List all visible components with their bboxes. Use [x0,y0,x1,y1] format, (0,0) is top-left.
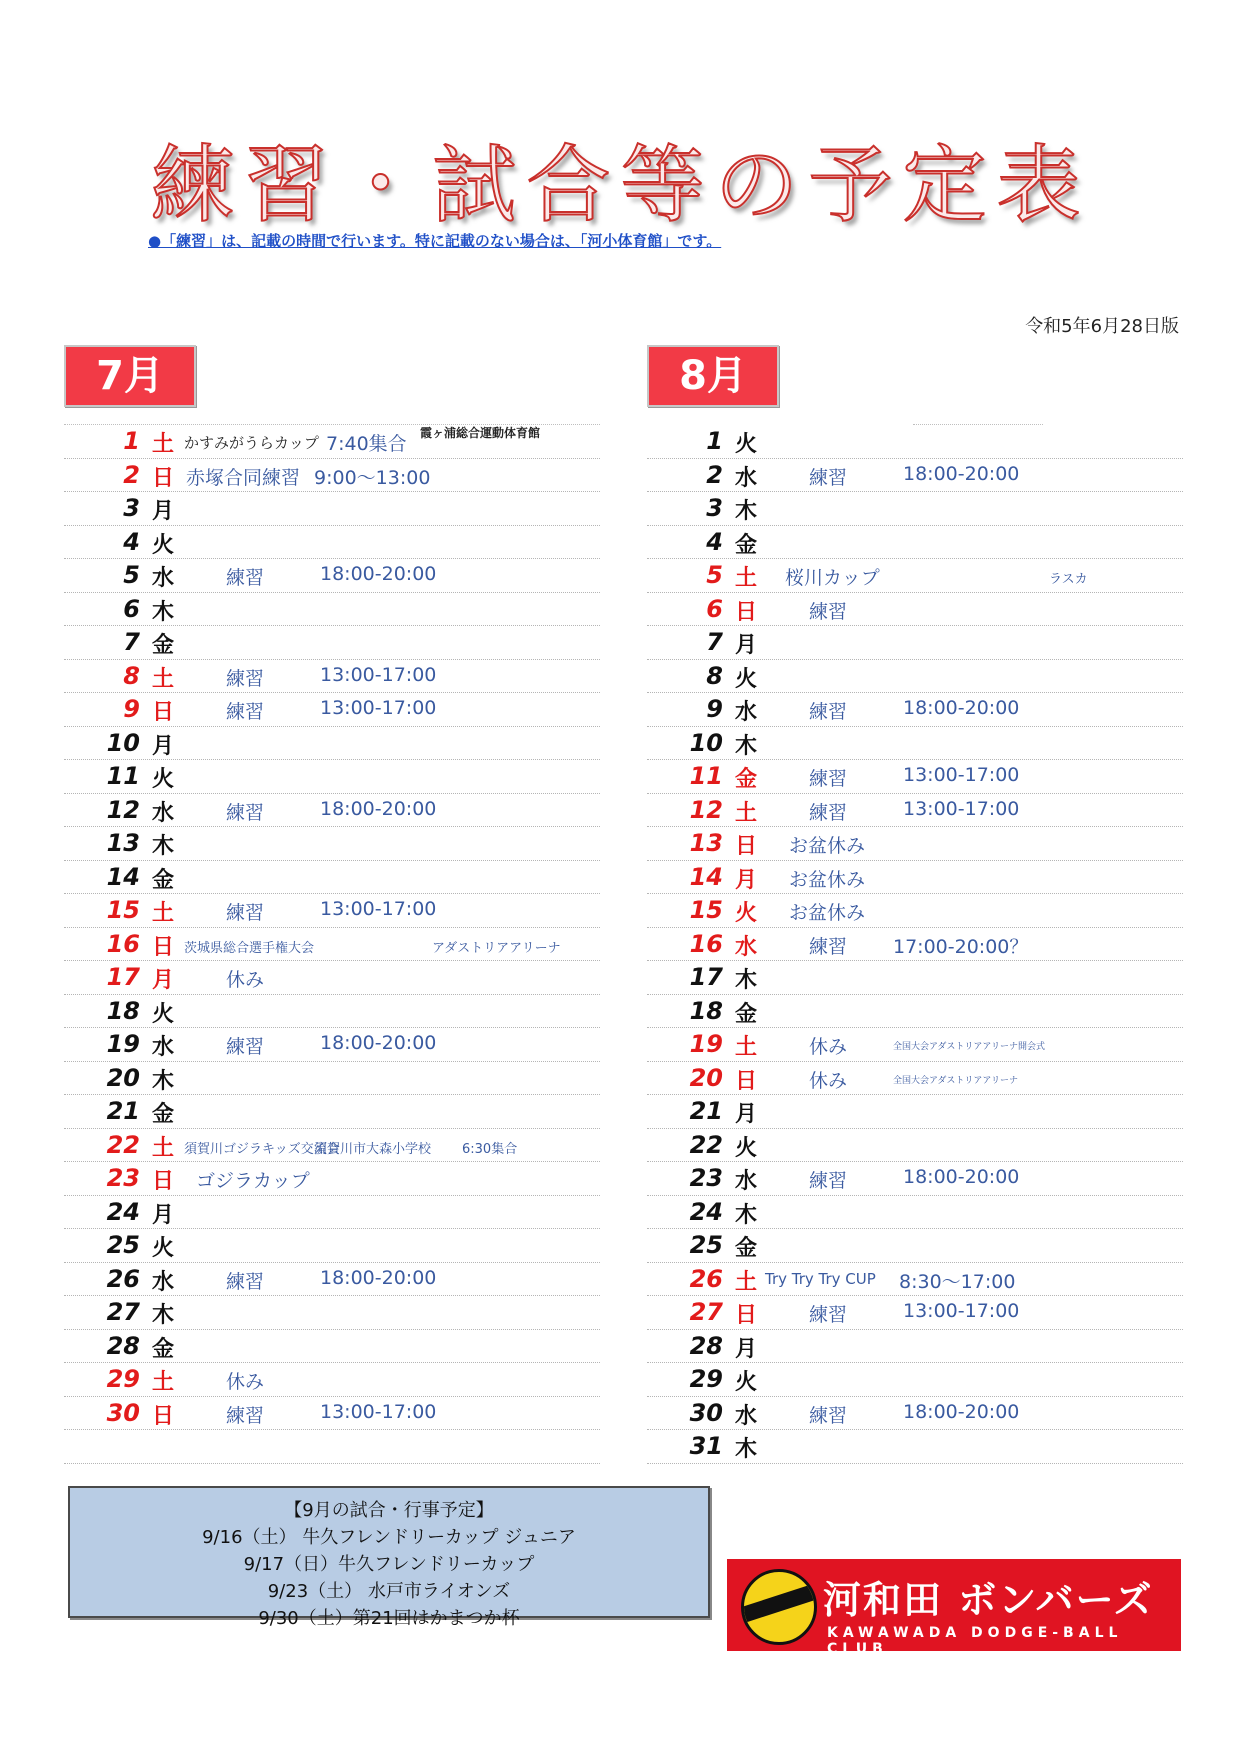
day-number: 9 [123,695,140,723]
weekday: 火 [735,666,758,692]
schedule-entry: 茨城県総合選手権大会 [184,940,315,956]
weekday: 火 [735,1370,758,1395]
day-number: 25 [689,1231,723,1259]
calendar-row [647,1162,1183,1196]
calendar-row [64,894,600,928]
schedule-entry: 7:40集合 [326,433,407,455]
calendar-row [64,693,600,727]
day-number: 4 [123,527,140,556]
weekday: 水 [152,1035,175,1060]
weekday: 木 [735,1202,758,1228]
weekday: 木 [735,499,758,524]
weekday: 火 [152,1001,175,1027]
calendar-row [647,1229,1183,1263]
weekday: 水 [735,1169,758,1194]
day-number: 11 [689,762,723,790]
calendar-row [647,425,1183,459]
calendar-row [64,1363,600,1397]
day-number: 10 [106,728,140,757]
calendar-row [64,727,600,761]
day-number: 30 [106,1398,140,1427]
dodgeball-icon [741,1569,817,1645]
september-heading: 【9月の試合・行事予定】 [284,1500,494,1521]
schedule-entry: 休み [226,1371,265,1393]
weekday: 火 [152,532,175,558]
day-number: 3 [706,494,723,522]
day-number: 5 [706,561,723,589]
schedule-entry: 練習 [226,667,265,690]
schedule-entry: 休み [809,1069,848,1092]
calendar-row [64,1062,600,1096]
day-number: 23 [689,1164,723,1192]
calendar-row [64,1397,600,1431]
calendar-row [647,559,1183,593]
weekday: 木 [735,1437,758,1462]
weekday: 土 [735,566,758,591]
september-event: 9/17（日）牛久フレンドリーカップ [243,1554,535,1575]
weekday: 月 [735,633,758,658]
weekday: 火 [735,901,758,926]
weekday: 金 [152,1102,175,1127]
day-number: 8 [123,661,140,690]
weekday: 水 [735,934,758,960]
calendar-row [64,861,600,895]
weekday: 月 [152,499,175,524]
day-number: 28 [106,1331,140,1360]
calendar-row [647,1095,1183,1129]
schedule-entry: かすみがうらカップ [184,434,319,452]
calendar-row [647,1263,1183,1297]
day-number: 20 [106,1063,140,1092]
schedule-entry: 全国大会アダストリアアリーナ [893,1075,1019,1086]
schedule-entry: 練習 [809,701,848,723]
day-number: 7 [706,628,723,656]
calendar-row [647,727,1183,761]
weekday: 金 [152,1336,175,1362]
calendar-row [647,861,1183,895]
schedule-entry: 練習 [809,466,848,489]
calendar-row [647,760,1183,794]
calendar-row [64,626,600,660]
calendar-row [647,526,1183,560]
weekday: 火 [152,1236,175,1261]
schedule-entry: 練習 [809,935,848,958]
schedule-entry: 18:00-20:00 [320,1032,437,1054]
schedule-entry: 練習 [226,902,265,924]
day-number: 25 [106,1231,140,1259]
weekday: 土 [152,432,175,457]
weekday: 日 [152,465,175,491]
day-number: 20 [689,1063,723,1092]
schedule-entry: 練習 [809,768,848,790]
weekday: 木 [152,599,175,625]
weekday: 土 [735,800,758,826]
schedule-entry: 練習 [809,1404,848,1427]
day-number: 27 [689,1298,723,1326]
day-number: 14 [689,862,723,891]
weekday: 日 [152,934,175,960]
day-number: 17 [689,963,723,991]
weekday: 木 [152,1303,175,1328]
calendar-row [64,593,600,627]
calendar-row [647,1062,1183,1096]
weekday: 木 [735,733,758,759]
calendar-row [64,1196,600,1230]
schedule-entry: 休み [809,1036,848,1058]
schedule-entry: お盆休み [789,868,866,891]
weekday: 金 [152,633,175,658]
day-number: 14 [106,862,140,891]
weekday: 日 [735,599,758,625]
schedule-entry: お盆休み [789,902,866,924]
day-number: 26 [689,1264,723,1293]
july-label: 7月 [64,345,196,407]
august-label: 8月 [647,345,779,407]
day-number: 15 [689,896,723,924]
day-number: 1 [706,427,723,455]
club-name: 河和田 ボンバーズ [823,1578,1154,1622]
day-number: 13 [689,829,723,857]
calendar-row [64,827,600,861]
july-calendar [64,424,600,1464]
day-number: 5 [123,561,140,589]
weekday: 土 [735,1035,758,1060]
calendar-row [647,593,1183,627]
schedule-entry: 13:00-17:00 [903,764,1020,786]
weekday: 水 [735,1403,758,1429]
calendar-row [64,760,600,794]
day-number: 19 [106,1030,140,1058]
club-logo [727,1559,1181,1657]
weekday: 月 [152,968,175,993]
page-title: 練習・試合等の予定表 [150,136,1091,234]
weekday: 日 [735,1303,758,1328]
calendar-row [64,425,600,459]
calendar-row [647,995,1183,1029]
weekday: 木 [152,1068,175,1094]
day-number: 12 [106,795,140,824]
calendar-row [647,1363,1183,1397]
day-number: 31 [689,1432,723,1460]
schedule-entry: 練習 [226,1404,265,1427]
day-number: 24 [689,1197,723,1226]
calendar-row [647,1196,1183,1230]
calendar-row [647,492,1183,526]
schedule-entry: 18:00-20:00 [903,697,1020,719]
day-number: 29 [106,1365,140,1393]
calendar-row [64,459,600,493]
schedule-entry: 13:00-17:00 [320,898,437,920]
calendar-row [647,961,1183,995]
september-event: 9/23（土） 水戸市ライオンズ [267,1581,511,1602]
calendar-row [647,1129,1183,1163]
day-number: 17 [106,963,140,991]
day-number: 28 [689,1331,723,1360]
calendar-row [647,660,1183,694]
weekday: 火 [735,1135,758,1161]
schedule-entry: 練習 [809,600,848,623]
calendar-row [64,794,600,828]
september-event: 9/30（土）第21回はかまつか杯 [258,1608,520,1629]
schedule-entry: ゴジラカップ [196,1170,310,1192]
weekday: 木 [735,968,758,993]
august-calendar [647,424,1183,1464]
weekday: 日 [152,1403,175,1429]
calendar-row [64,660,600,694]
schedule-entry: 6:30集合 [462,1141,518,1157]
day-number: 16 [106,929,140,958]
day-number: 21 [106,1097,140,1125]
calendar-row [647,1397,1183,1431]
weekday: 土 [152,901,175,926]
day-number: 18 [106,996,140,1025]
calendar-row [647,1430,1183,1464]
calendar-row [647,626,1183,660]
schedule-entry: 練習 [226,1270,265,1293]
calendar-row [64,1263,600,1297]
calendar-row [64,526,600,560]
schedule-entry: 休み [226,969,265,991]
weekday: 日 [735,834,758,859]
schedule-entry: 赤塚合同練習 [186,466,301,489]
day-number: 8 [706,661,723,690]
weekday: 水 [152,1269,175,1295]
calendar-row [64,1430,600,1464]
calendar-row [647,1028,1183,1062]
day-number: 16 [689,929,723,958]
weekday: 日 [152,700,175,725]
day-number: 11 [106,762,140,790]
weekday: 金 [152,867,175,893]
calendar-row [647,928,1183,962]
day-number: 27 [106,1298,140,1326]
day-number: 6 [706,594,723,623]
schedule-entry: 18:00-20:00 [903,1166,1020,1188]
schedule-entry: 18:00-20:00 [903,1400,1020,1423]
calendar-row [64,961,600,995]
weekday: 月 [735,1102,758,1127]
schedule-entry: 17:00-20:00？ [893,935,1029,958]
schedule-entry: 須賀川ゴジラキッズ交流会 [184,1141,340,1157]
weekday: 金 [735,532,758,558]
weekday: 水 [152,566,175,591]
schedule-entry: 18:00-20:00 [320,797,437,820]
day-number: 18 [689,996,723,1025]
calendar-row [64,1296,600,1330]
weekday: 水 [735,700,758,725]
schedule-entry: 13:00-17:00 [320,697,437,719]
schedule-entry: 練習 [226,1036,265,1058]
schedule-entry: 13:00-17:00 [320,663,437,686]
schedule-entry: 9:00～13:00 [314,466,431,489]
schedule-entry: 練習 [226,701,265,723]
day-number: 13 [106,829,140,857]
schedule-entry: 霞ヶ浦総合運動体育館 [419,426,540,440]
day-number: 3 [123,494,140,522]
weekday: 金 [735,767,758,792]
calendar-row [64,1129,600,1163]
day-number: 12 [689,795,723,824]
weekday: 土 [735,1269,758,1295]
weekday: 木 [152,834,175,859]
schedule-entry: 13:00-17:00 [903,797,1020,820]
calendar-row [647,894,1183,928]
weekday: 金 [735,1236,758,1261]
calendar-row [647,1330,1183,1364]
day-number: 22 [689,1130,723,1159]
day-number: 2 [706,460,723,489]
day-number: 30 [689,1398,723,1427]
day-number: 4 [706,527,723,556]
weekday: 日 [735,1068,758,1094]
calendar-row [64,1095,600,1129]
weekday: 水 [152,800,175,826]
schedule-entry: 練習 [809,1170,848,1192]
weekday: 土 [152,1370,175,1395]
day-number: 24 [106,1197,140,1226]
calendar-row [64,492,600,526]
weekday: 月 [152,733,175,759]
schedule-entry: 桜川カップ [785,567,880,589]
weekday: 土 [152,666,175,692]
calendar-row [64,1229,600,1263]
club-subtitle: KAWAWADA DODGE-BALL CLUB [827,1625,1123,1657]
day-number: 19 [689,1030,723,1058]
calendar-row [647,1296,1183,1330]
schedule-entry: 18:00-20:00 [320,1266,437,1289]
schedule-entry: 13:00-17:00 [320,1400,437,1423]
edition-date: 令和5年6月28日版 [1025,316,1179,337]
schedule-entry: 8:30～17:00 [899,1270,1016,1293]
day-number: 26 [106,1264,140,1293]
weekday: 土 [152,1135,175,1161]
practice-notice: ●「練習」は、記載の時間で行います。特に記載のない場合は、「河小体育館」です。 [148,232,722,250]
schedule-entry: 練習 [226,801,265,824]
calendar-row [64,1330,600,1364]
calendar-row [647,693,1183,727]
calendar-row [64,995,600,1029]
schedule-entry: アダストリアアリーナ [432,940,561,956]
day-number: 2 [123,460,140,489]
weekday: 火 [152,767,175,792]
september-event: 9/16（土） 牛久フレンドリーカップ ジュニア [202,1527,576,1548]
schedule-entry: お盆休み [789,835,866,857]
weekday: 火 [735,432,758,457]
calendar-row [647,794,1183,828]
day-number: 7 [123,628,140,656]
schedule-entry: ラスカ [1049,572,1088,587]
calendar-row [647,459,1183,493]
weekday: 日 [152,1169,175,1194]
day-number: 21 [689,1097,723,1125]
schedule-entry: 練習 [809,1304,848,1326]
schedule-entry: 須賀川市大森小学校 [314,1141,432,1157]
day-number: 6 [123,594,140,623]
day-number: 29 [689,1365,723,1393]
weekday: 月 [152,1202,175,1228]
calendar-row [64,1028,600,1062]
weekday: 月 [735,1336,758,1362]
calendar-row [64,1162,600,1196]
calendar-row [64,928,600,962]
weekday: 金 [735,1001,758,1027]
weekday: 月 [735,867,758,893]
day-number: 22 [106,1130,140,1159]
weekday: 水 [735,465,758,491]
schedule-entry: 練習 [809,801,848,824]
schedule-entry: 全国大会アダストリアアリーナ開会式 [893,1042,1046,1052]
september-events-box [68,1486,710,1629]
schedule-entry: 18:00-20:00 [903,462,1020,485]
schedule-entry: Try Try Try CUP [765,1269,876,1288]
day-number: 15 [106,896,140,924]
day-number: 23 [106,1164,140,1192]
calendar-row [647,827,1183,861]
schedule-entry: 練習 [226,567,265,589]
day-number: 9 [706,695,723,723]
calendar-row [64,559,600,593]
day-number: 10 [689,728,723,757]
schedule-entry: 13:00-17:00 [903,1300,1020,1322]
day-number: 1 [123,427,140,455]
schedule-entry: 18:00-20:00 [320,563,437,585]
